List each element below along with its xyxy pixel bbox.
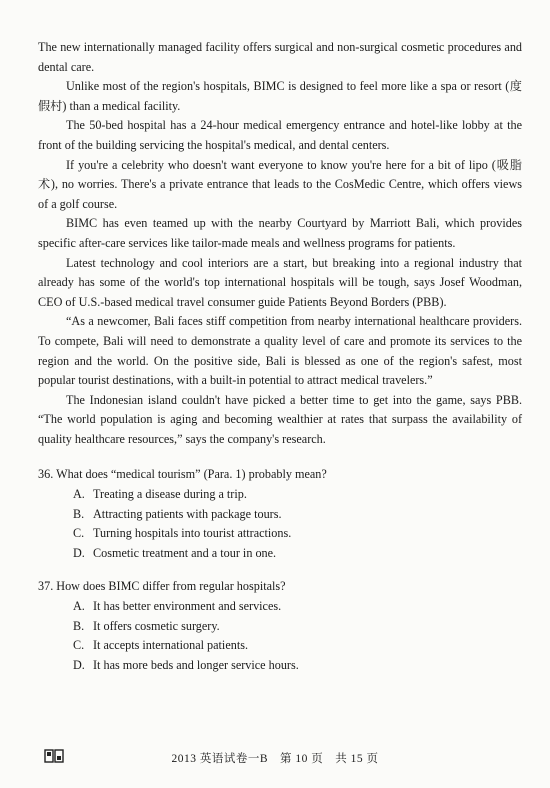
answer-option bbox=[38, 656, 522, 676]
answer-option bbox=[38, 597, 522, 617]
option-text: It has better environment and services. bbox=[93, 599, 282, 614]
question-36 bbox=[38, 465, 522, 563]
option-text: It accepts international patients. bbox=[93, 638, 248, 653]
passage-paragraph: The new internationally managed facility offers surgical and non-surgical cosmetic procedures and dental care. bbox=[38, 40, 522, 74]
question-text: What does “medical tourism” (Para. 1) probably mean? bbox=[56, 467, 327, 482]
answer-option bbox=[38, 636, 522, 656]
answer-option bbox=[38, 485, 522, 505]
page-footer bbox=[0, 748, 550, 768]
question-number: 37. bbox=[38, 579, 54, 594]
option-text: Turning hospitals into tourist attractions. bbox=[93, 526, 292, 541]
passage-paragraph: BIMC has even teamed up with the nearby Courtyard by Marriott Bali, which provides specific after-care services like tailor-made meals and wellness programs for patients. bbox=[38, 216, 522, 250]
passage-paragraph: The 50-bed hospital has a 24-hour medical emergency entrance and hotel-like lobby at the front of the building servicing the hospital's medical, and dental centers. bbox=[38, 118, 522, 152]
option-text: Treating a disease during a trip. bbox=[93, 487, 247, 502]
option-text: Attracting patients with package tours. bbox=[93, 506, 282, 521]
option-letter: C. bbox=[73, 526, 85, 541]
option-letter: D. bbox=[73, 657, 85, 672]
passage-paragraph: Unlike most of the region's hospitals, BIMC is designed to feel more like a spa or resort (度假村) than a medical facility. bbox=[38, 79, 522, 113]
option-text: It has more beds and longer service hours. bbox=[93, 657, 299, 672]
answer-option bbox=[38, 617, 522, 637]
question-list bbox=[38, 465, 522, 675]
option-letter: B. bbox=[73, 506, 85, 521]
option-text: It offers cosmetic surgery. bbox=[93, 618, 220, 633]
question-text: How does BIMC differ from regular hospitals? bbox=[56, 579, 286, 594]
option-letter: C. bbox=[73, 638, 85, 653]
question-number: 36. bbox=[38, 467, 54, 482]
question-stem bbox=[38, 465, 522, 485]
page-number-text: 2013 英语试卷一B 第 10 页 共 15 页 bbox=[171, 753, 379, 765]
option-letter: B. bbox=[73, 618, 85, 633]
passage-paragraph: Latest technology and cool interiors are a start, but breaking into a regional industry that already has some of the world's top international hospitals will be tough, says Josef Woodman, CEO of U.S.-based medical travel consumer guide Patients Beyond Borders (PBB). bbox=[38, 255, 522, 309]
answer-option bbox=[38, 544, 522, 564]
option-letter: A. bbox=[73, 599, 85, 614]
option-text: Cosmetic treatment and a tour in one. bbox=[93, 545, 277, 560]
answer-option bbox=[38, 505, 522, 525]
question-stem bbox=[38, 577, 522, 597]
passage-paragraph: “As a newcomer, Bali faces stiff competition from nearby international healthcare providers. To compete, Bali will need to demonstrate a quality level of care and promote its services to the region and the world. On the positive side, Bali is blessed as one of the region's safest, most popular tourist destinations, with a built-in potential to attract medical travelers.” bbox=[38, 314, 522, 388]
passage-paragraph: The Indonesian island couldn't have picked a better time to get into the game, says PBB. “The world population is aging and becoming wealthier at rates that surpass the availability of quality healthcare resources,” says the company's research. bbox=[38, 392, 522, 446]
option-letter: D. bbox=[73, 545, 85, 560]
question-37 bbox=[38, 577, 522, 675]
answer-option bbox=[38, 524, 522, 544]
reading-passage bbox=[38, 38, 522, 449]
option-letter: A. bbox=[73, 487, 85, 502]
passage-paragraph: If you're a celebrity who doesn't want everyone to know you're here for a bit of lipo (吸脂术), no worries. There's a private entrance that leads to the CosMedic Centre, which offers views of a golf course. bbox=[38, 157, 522, 211]
